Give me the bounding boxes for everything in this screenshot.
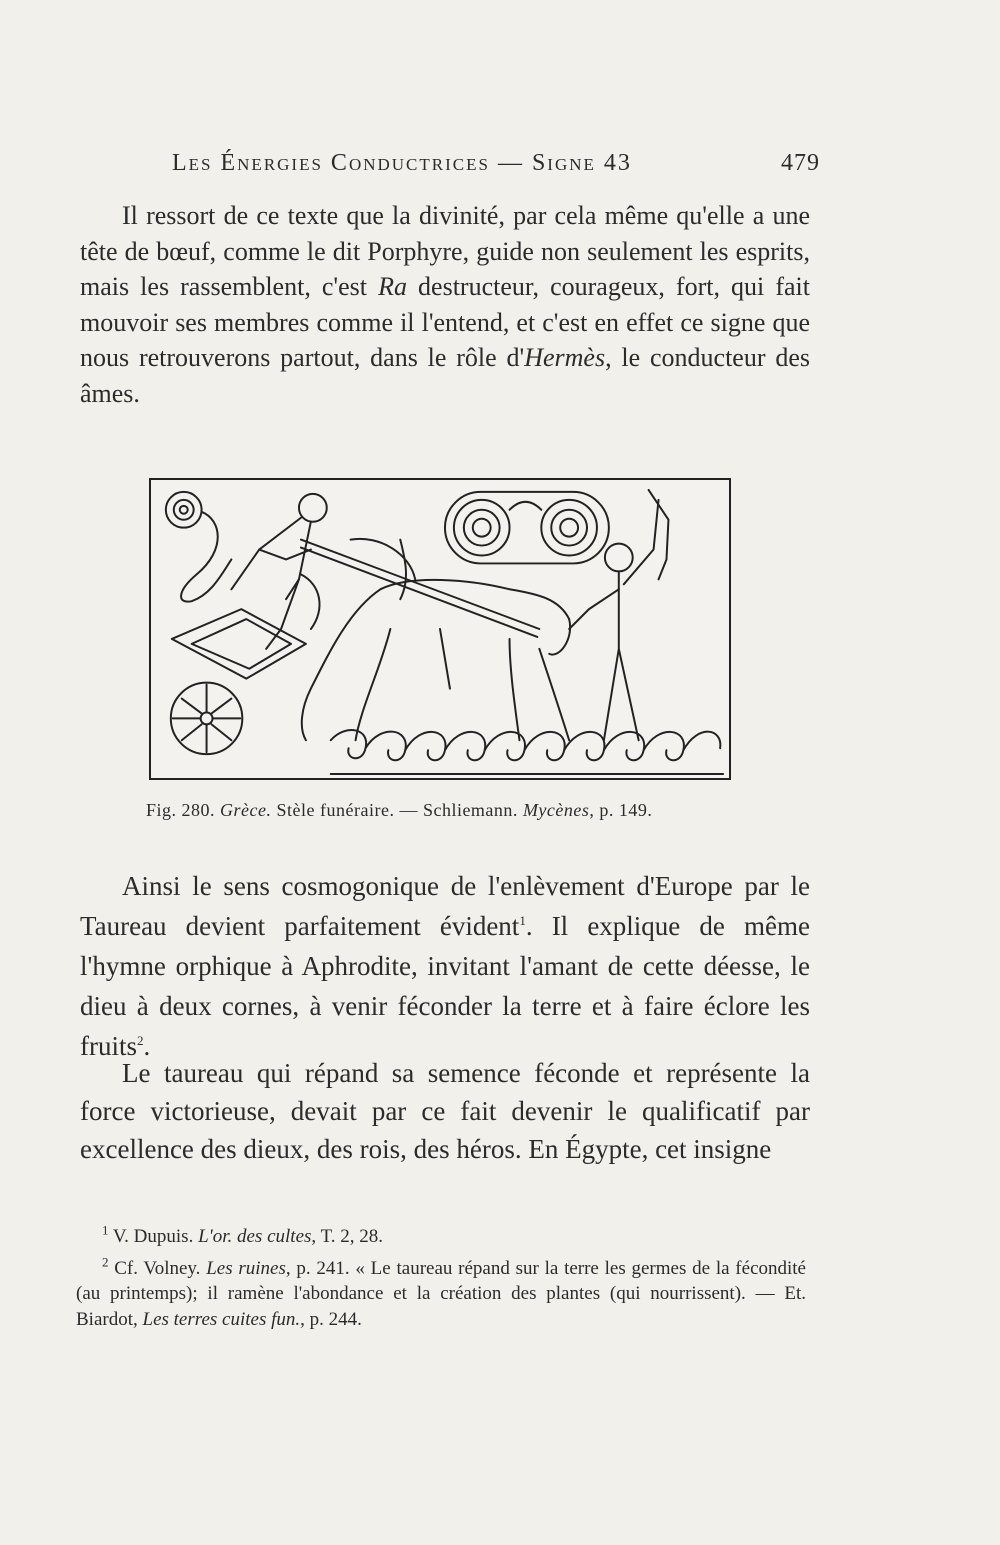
footnote-ref-1[interactable]: 1 (519, 913, 526, 928)
running-head (150, 150, 820, 186)
footnotes (76, 1224, 806, 1332)
spiral-scroll-left (166, 492, 232, 602)
running-title: Les Énergies Conductrices — Signe 43 (172, 150, 632, 176)
footnote-1: $^1$ V. Dupuis. L'or. des cultes, T. 2, 28. (102, 1222, 384, 1247)
page-number: 479 (781, 150, 820, 176)
figure-caption: Fig. 280. Grèce. Stèle funéraire. — Schliemann. Mycènes, p. 149. (146, 800, 653, 820)
paragraph-2: Ainsi le sens cosmogonique de l'enlèvement d'Europe par le Taureau devient parfaitement évident$^1$. Il explique de même l'hymne orphique à Aphrodite, invitant l'amant de cette déesse, le dieu à deux cornes, à venir féconder la terre et à faire éclore les fruits$^2$. (80, 871, 810, 1061)
footnote-2: $^2$ Cf. Volney. Les ruines, p. 241. « Le taureau répand sur la terre les germes de la fécondité (au printemps); il ramène l'abondance et la création des plantes (qui nourrissent). — Et. Biardot, Les terres cuites fun., p. 244. (76, 1254, 806, 1330)
chariot-platform (172, 609, 306, 679)
horse-figure (302, 539, 570, 740)
hermes-name: Hermès (524, 343, 606, 372)
stele-drawing (151, 480, 729, 778)
caption-place: Grèce. (220, 800, 272, 820)
double-spiral-top (445, 492, 609, 564)
footnote-ref-2[interactable]: 2 (137, 1033, 144, 1048)
caption-fig-number: Fig. 280. (146, 800, 216, 820)
standing-man-figure (569, 490, 668, 740)
ra-name: Ra (378, 272, 407, 301)
paragraph-3: Le taureau qui répand sa semence féconde et représente la force victorieuse, devait par ce fait devenir le qualificatif par excellence des dieux, des rois, des héros. En Égypte, cet insigne (80, 1058, 810, 1164)
chariot-pole (301, 540, 539, 629)
charioteer-figure (231, 494, 326, 649)
stele-illustration (149, 478, 731, 780)
paragraph-1: Il ressort de ce texte que la divinité, par cela même qu'elle a une tête de bœuf, comme le dit Porphyre, guide non seulement les esprits, mais les rassemblent, c'est Ra destructeur, courageux, fort, qui fait mouvoir ses membres comme il l'entend, et c'est en effet ce signe que nous retrouverons partout, dans le rôle d'Hermès, le conducteur des âmes. (80, 201, 810, 408)
chariot-wheel (171, 683, 243, 755)
caption-work: Mycènes (522, 800, 590, 820)
wave-frieze (331, 730, 723, 774)
